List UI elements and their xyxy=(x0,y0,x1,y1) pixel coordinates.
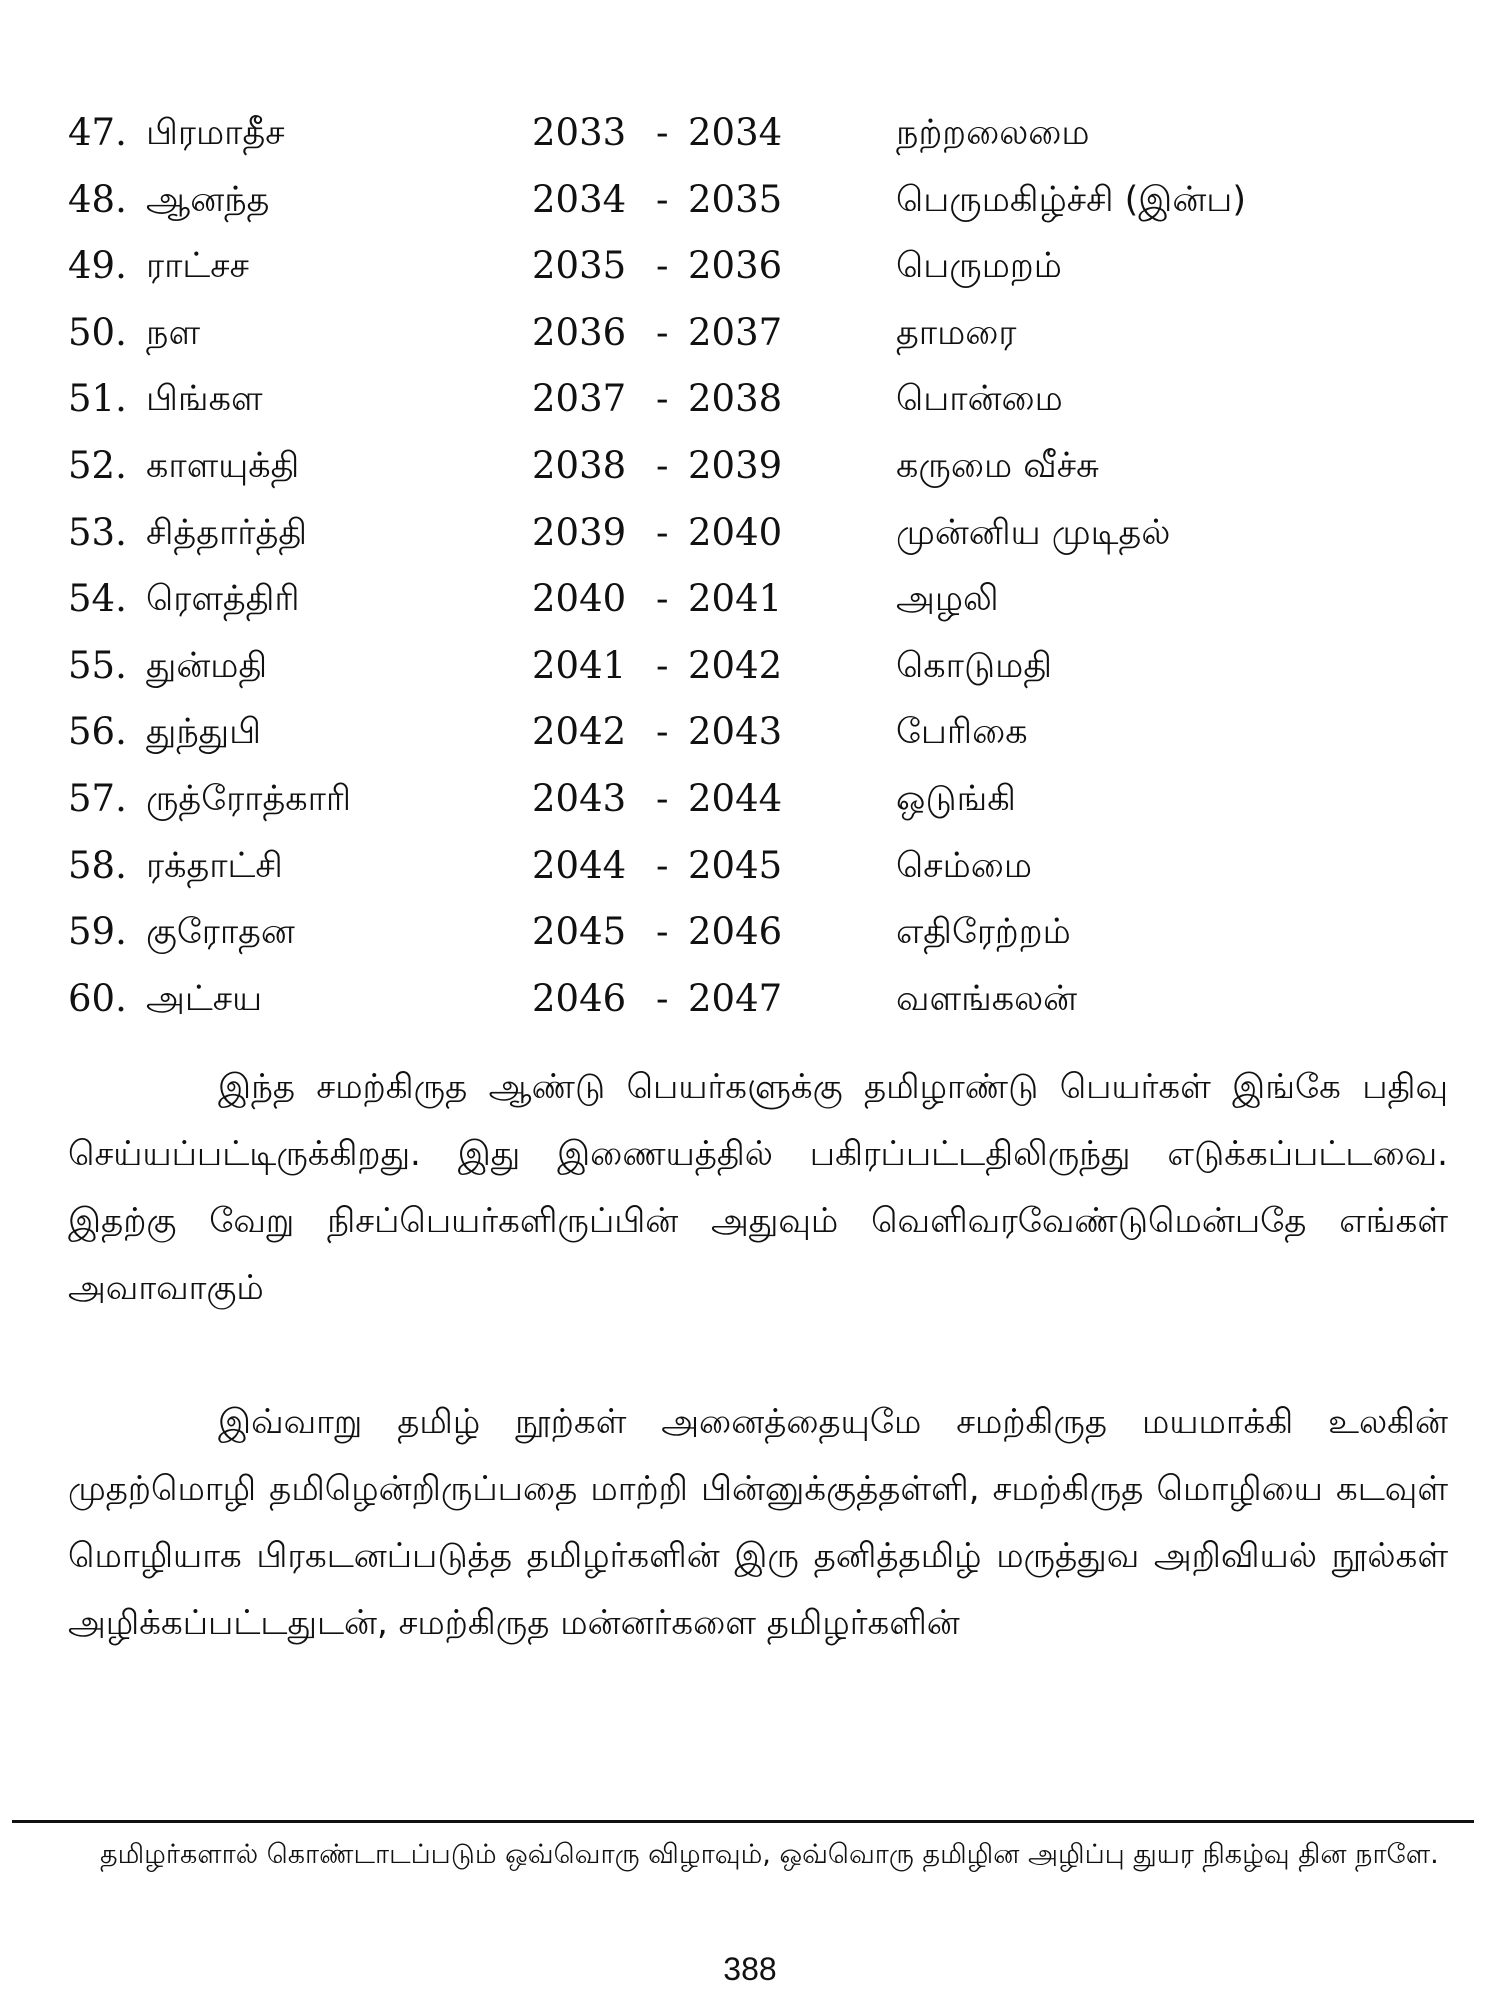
start-year: 2041 xyxy=(532,643,627,687)
tamil-meaning: கொடுமதி xyxy=(896,645,1052,686)
year-name: ரௌத்திரி xyxy=(146,579,300,620)
year-name: சித்தார்த்தி xyxy=(146,512,308,553)
end-year: 2039 xyxy=(688,443,783,487)
range-dash: - xyxy=(656,111,669,154)
start-year: 2038 xyxy=(532,443,627,487)
row-number: 57. xyxy=(68,776,127,820)
year-row xyxy=(68,566,1408,633)
year-row xyxy=(68,433,1408,500)
range-dash: - xyxy=(656,177,669,221)
end-year: 2035 xyxy=(688,177,783,221)
start-year: 2039 xyxy=(532,510,627,554)
range-dash: - xyxy=(656,577,669,621)
end-year: 2044 xyxy=(688,776,783,820)
row-number: 52. xyxy=(68,443,127,487)
year-name: காளயுக்தி xyxy=(146,445,300,486)
end-year: 2038 xyxy=(688,377,783,421)
tamil-meaning: பெருமகிழ்ச்சி (இன்ப) xyxy=(896,179,1246,220)
end-year: 2046 xyxy=(688,910,783,954)
year-name: ரக்தாட்சி xyxy=(146,845,283,886)
tamil-meaning: ஒடுங்கி xyxy=(896,778,1016,819)
range-dash: - xyxy=(656,710,669,754)
year-row xyxy=(68,833,1408,900)
tamil-meaning: செம்மை xyxy=(896,845,1033,886)
tamil-meaning: நற்றலைமை xyxy=(896,113,1090,153)
start-year: 2037 xyxy=(532,377,627,421)
year-name: துந்துபி xyxy=(146,712,262,753)
year-name: ஆனந்த xyxy=(146,179,270,220)
year-row xyxy=(68,100,1408,167)
paragraph-text: இவ்வாறு தமிழ் நூற்கள் அனைத்தையுமே சமற்கிருத மயமாக்கி உலகின் முதற்மொழி தமிழென்றிருப்பதை மாற்றி பின்னுக்குத்தள்ளி, சமற்கிருத மொழியை கடவுள் மொழியாக பிரகடனப்படுத்த தமிழர்களின் இரு தனித்தமிழ் மருத்துவ அறிவியல் நூல்கள் அழிக்கப்பட்டதுடன், சமற்கிருத மன்னர்களை தமிழர்களின் xyxy=(68,1402,1448,1643)
year-row xyxy=(68,233,1408,300)
year-row xyxy=(68,366,1408,433)
start-year: 2040 xyxy=(532,577,627,621)
year-row xyxy=(68,699,1408,766)
year-row xyxy=(68,766,1408,833)
row-number: 59. xyxy=(68,910,127,954)
start-year: 2033 xyxy=(532,111,627,154)
start-year: 2035 xyxy=(532,244,627,288)
range-dash: - xyxy=(656,244,669,288)
range-dash: - xyxy=(656,843,669,887)
year-name: நள xyxy=(146,312,201,353)
range-dash: - xyxy=(656,976,669,1020)
footnote: தமிழர்களால் கொண்டாடப்படும் ஒவ்வொரு விழாவும், ஒவ்வொரு தமிழின அழிப்பு துயர நிகழ்வு தின நாளே. xyxy=(100,1839,1439,1870)
range-dash: - xyxy=(656,377,669,421)
page-number: 388 xyxy=(723,1951,777,1987)
end-year: 2040 xyxy=(688,510,783,554)
year-row xyxy=(68,966,1408,1033)
year-name: பிரமாதீச xyxy=(146,113,285,153)
range-dash: - xyxy=(656,910,669,954)
end-year: 2034 xyxy=(688,111,783,154)
row-number: 60. xyxy=(68,976,127,1020)
body-paragraph xyxy=(68,1054,1448,1322)
tamil-meaning: அழலி xyxy=(896,579,999,620)
year-name: துன்மதி xyxy=(146,645,268,686)
row-number: 55. xyxy=(68,643,127,687)
start-year: 2034 xyxy=(532,177,627,221)
end-year: 2047 xyxy=(688,976,783,1020)
start-year: 2046 xyxy=(532,976,627,1020)
row-number: 53. xyxy=(68,510,127,554)
year-name: குரோதன xyxy=(146,912,295,953)
row-number: 50. xyxy=(68,310,127,354)
year-row xyxy=(68,899,1408,966)
year-row xyxy=(68,633,1408,700)
tamil-meaning: முன்னிய முடிதல் xyxy=(896,512,1171,553)
tamil-meaning: பொன்மை xyxy=(896,379,1063,420)
row-number: 49. xyxy=(68,244,127,288)
start-year: 2043 xyxy=(532,776,627,820)
footnote-divider xyxy=(12,1820,1474,1823)
end-year: 2042 xyxy=(688,643,783,687)
year-row xyxy=(68,300,1408,367)
range-dash: - xyxy=(656,510,669,554)
end-year: 2041 xyxy=(688,577,783,621)
year-row xyxy=(68,167,1408,234)
row-number: 58. xyxy=(68,843,127,887)
tamil-meaning: வளங்கலன் xyxy=(896,978,1078,1019)
range-dash: - xyxy=(656,643,669,687)
end-year: 2036 xyxy=(688,244,783,288)
row-number: 48. xyxy=(68,177,127,221)
start-year: 2036 xyxy=(532,310,627,354)
year-name: ராட்சச xyxy=(146,246,249,287)
tamil-year-list xyxy=(68,100,1408,1032)
year-name: பிங்கள xyxy=(146,379,263,420)
row-number: 54. xyxy=(68,577,127,621)
end-year: 2037 xyxy=(688,310,783,354)
year-row xyxy=(68,500,1408,567)
tamil-meaning: எதிரேற்றம் xyxy=(896,912,1071,953)
year-name: அட்சய xyxy=(146,978,263,1019)
tamil-meaning: கருமை வீச்சு xyxy=(896,445,1099,486)
range-dash: - xyxy=(656,443,669,487)
row-number: 47. xyxy=(68,111,127,154)
start-year: 2042 xyxy=(532,710,627,754)
row-number: 56. xyxy=(68,710,127,754)
range-dash: - xyxy=(656,776,669,820)
end-year: 2043 xyxy=(688,710,783,754)
start-year: 2044 xyxy=(532,843,627,887)
tamil-meaning: பேரிகை xyxy=(896,712,1028,753)
year-name: ருத்ரோத்காரி xyxy=(146,778,352,819)
row-number: 51. xyxy=(68,377,127,421)
range-dash: - xyxy=(656,310,669,354)
paragraph-text: இந்த சமற்கிருத ஆண்டு பெயர்களுக்கு தமிழாண்டு பெயர்கள் இங்கே பதிவு செய்யப்பட்டிருக்கிறது. இது இணையத்தில் பகிரப்பட்டதிலிருந்து எடுக்கப்பட்டவை. இதற்கு வேறு நிசப்பெயர்களிருப்பின் அதுவும் வெளிவரவேண்டுமென்பதே எங்கள் அவாவாகும் xyxy=(68,1067,1448,1308)
end-year: 2045 xyxy=(688,843,783,887)
start-year: 2045 xyxy=(532,910,627,954)
body-paragraph xyxy=(68,1389,1448,1657)
tamil-meaning: தாமரை xyxy=(896,312,1017,353)
tamil-meaning: பெருமறம் xyxy=(896,246,1062,287)
